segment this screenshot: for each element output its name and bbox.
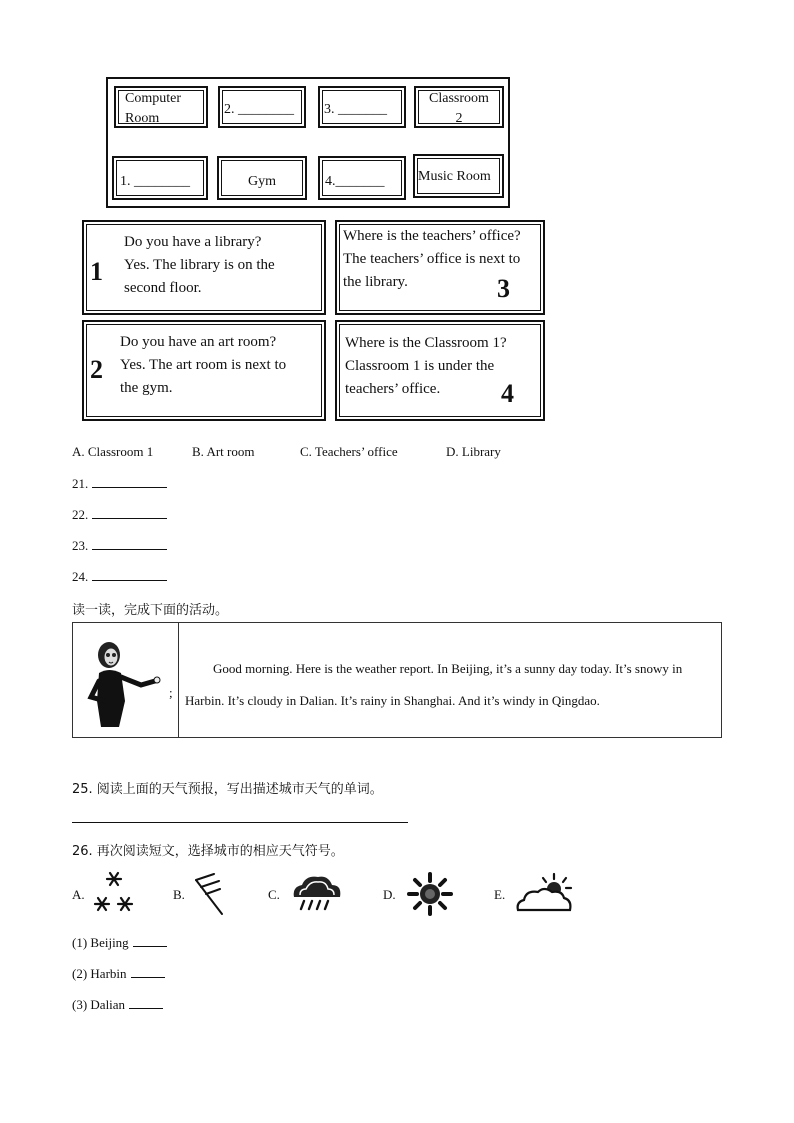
answer-blank[interactable] — [92, 568, 167, 581]
question-24: 24. — [72, 568, 167, 585]
map-room-3: 3. _______ — [318, 86, 406, 128]
clue-text: Do you have a library? Yes. The library is on the second floor. — [124, 234, 275, 296]
weather-report-box: ; Good morning. Here is the weather report. In Beijing, it’s a sunny day today. It’s snowy in Harbin. It’s cloudy in Dalian. It’s rainy in Shanghai. And it’s windy in Qingdao. — [72, 622, 722, 738]
map-room-gym: Gym — [217, 156, 307, 200]
map-room-1: 1. ________ — [112, 156, 208, 200]
rain-icon — [290, 873, 344, 913]
map-room-4: 4._______ — [318, 156, 406, 200]
clue-number: 1 — [90, 257, 103, 286]
map-room-music: Music Room — [413, 154, 504, 198]
clue-box-1 — [82, 220, 326, 315]
clue-box-3 — [335, 220, 545, 315]
answer-blank[interactable] — [92, 537, 167, 550]
clue-text: Where is the teachers’ office? The teachers’ office is next to the library. — [343, 228, 521, 290]
answer-blank[interactable] — [133, 934, 167, 947]
answer-line-25[interactable] — [72, 822, 408, 823]
wind-icon — [190, 872, 226, 918]
question-23: 23. — [72, 537, 167, 554]
map-room-2: 2. ________ — [218, 86, 306, 128]
option-b: B. Art room — [192, 444, 255, 459]
question-22: 22. — [72, 506, 167, 523]
clue-number: 3 — [497, 274, 510, 303]
map-room-computer: Computer Room — [114, 86, 208, 128]
snow-icon — [90, 870, 136, 918]
answer-blank[interactable] — [129, 996, 163, 1009]
weather-report-text: Good morning. Here is the weather report. In Beijing, it’s a sunny day today. It’s snowy in Harbin. It’s cloudy in Dalian. It’s rainy in Shanghai. And it’s windy in Qingdao. — [185, 661, 683, 708]
reading-instruction: 读一读，完成下面的活动。 — [72, 603, 229, 618]
sun-icon — [406, 872, 454, 916]
clue-box-2 — [82, 320, 326, 421]
question-25: 25. 阅读上面的天气预报，写出描述城市天气的单词。 — [72, 782, 383, 797]
cloudy-icon — [514, 872, 574, 916]
city-question-dalian: (3) Dalian — [72, 996, 163, 1013]
clue-text: Where is the Classroom 1? Classroom 1 is under the teachers’ office. — [345, 335, 507, 397]
clue-number: 4 — [501, 379, 514, 408]
option-c: C. Teachers’ office — [300, 444, 398, 459]
question-26: 26. 再次阅读短文，选择城市的相应天气符号。 — [72, 844, 344, 859]
clue-text: Do you have an art room? Yes. The art room is next to the gym. — [120, 334, 287, 396]
question-21: 21. — [72, 475, 167, 492]
option-a: A. Classroom 1 — [72, 444, 154, 459]
weather-reporter-picture — [83, 631, 163, 731]
option-d: D. Library — [446, 444, 501, 459]
clue-number: 2 — [90, 355, 103, 384]
answer-blank[interactable] — [131, 965, 165, 978]
answer-blank[interactable] — [92, 475, 167, 488]
city-question-beijing: (1) Beijing — [72, 934, 167, 951]
answer-blank[interactable] — [92, 506, 167, 519]
city-question-harbin: (2) Harbin — [72, 965, 165, 982]
clue-box-4 — [335, 320, 545, 421]
map-room-classroom-2: Classroom 2 — [414, 86, 504, 128]
